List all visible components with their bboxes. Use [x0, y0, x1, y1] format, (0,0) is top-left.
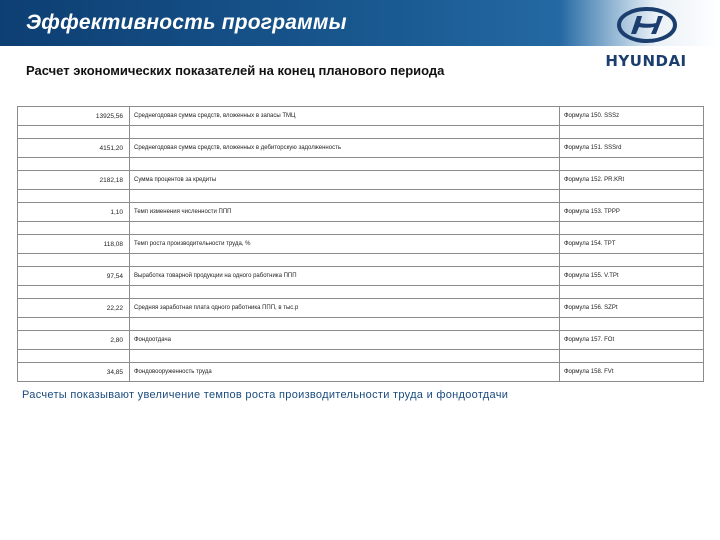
value-cell: 97,54	[18, 267, 130, 286]
hyundai-logo	[600, 6, 692, 72]
formula-cell: Формула 154. TPT	[560, 235, 704, 254]
spacer-row	[18, 318, 704, 331]
indicators-table	[17, 106, 704, 382]
description-cell: Фондоотдача	[130, 331, 560, 350]
value-cell: 34,85	[18, 363, 130, 382]
spacer-row	[18, 126, 704, 139]
description-cell: Средняя заработная плата одного работника ППП, в тыс.р	[130, 299, 560, 318]
formula-cell: Формула 153. TPPP	[560, 203, 704, 222]
spacer-row	[18, 190, 704, 203]
table-row	[18, 203, 704, 222]
value-cell: 4151,20	[18, 139, 130, 158]
value-cell: 1,10	[18, 203, 130, 222]
description-cell: Фондовооруженность труда	[130, 363, 560, 382]
spacer-row	[18, 254, 704, 267]
hyundai-emblem-icon	[616, 6, 678, 44]
table-row	[18, 331, 704, 350]
value-cell: 118,08	[18, 235, 130, 254]
table-row	[18, 171, 704, 190]
description-cell: Темп роста производительности труда, %	[130, 235, 560, 254]
description-cell: Сумма процентов за кредиты	[130, 171, 560, 190]
formula-cell: Формула 150. SSSz	[560, 107, 704, 126]
description-cell: Выработка товарной продукции на одного работника ППП	[130, 267, 560, 286]
description-cell: Среднегодовая сумма средств, вложенных в запасы ТМЦ	[130, 107, 560, 126]
spacer-row	[18, 222, 704, 235]
value-cell: 22,22	[18, 299, 130, 318]
value-cell: 2182,18	[18, 171, 130, 190]
conclusion-text: Расчеты показывают увеличение темпов роста производительности труда и фондоотдачи	[22, 389, 509, 401]
formula-cell: Формула 155. V.TPt	[560, 267, 704, 286]
table-row	[18, 235, 704, 254]
formula-cell: Формула 157. FOt	[560, 331, 704, 350]
description-cell: Среднегодовая сумма средств, вложенных в дебиторскую задолженность	[130, 139, 560, 158]
table-row	[18, 107, 704, 126]
spacer-row	[18, 158, 704, 171]
formula-cell: Формула 152. PR.KRt	[560, 171, 704, 190]
section-subtitle: Расчет экономических показателей на конец планового периода	[26, 63, 445, 78]
value-cell: 2,80	[18, 331, 130, 350]
logo-wordmark: HYUNDAI	[605, 52, 687, 70]
table-row	[18, 363, 704, 382]
spacer-row	[18, 286, 704, 299]
formula-cell: Формула 151. SSSrd	[560, 139, 704, 158]
table-row	[18, 139, 704, 158]
table-row	[18, 299, 704, 318]
value-cell: 13925,56	[18, 107, 130, 126]
page-title: Эффективность программы	[26, 11, 347, 34]
formula-cell: Формула 158. FVt	[560, 363, 704, 382]
formula-cell: Формула 156. SZPt	[560, 299, 704, 318]
description-cell: Темп изменения численности ППП	[130, 203, 560, 222]
spacer-row	[18, 350, 704, 363]
table-row	[18, 267, 704, 286]
